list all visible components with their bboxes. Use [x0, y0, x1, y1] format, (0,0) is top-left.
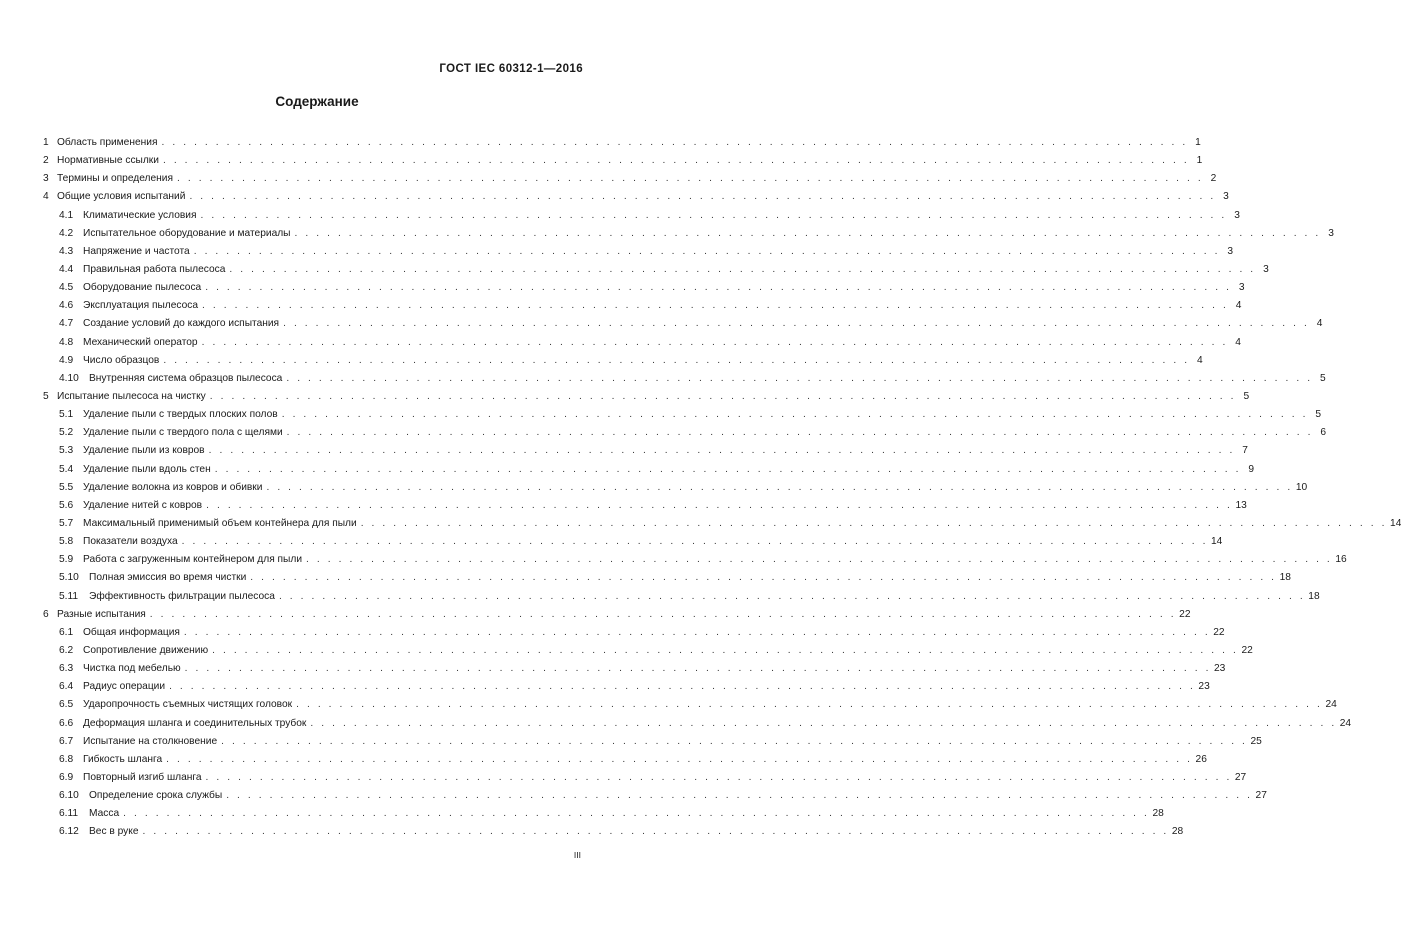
toc-entry[interactable]	[43, 515, 1401, 533]
toc-entry-number: 5	[43, 390, 49, 402]
toc-entry-title: Напряжение и частота	[83, 245, 190, 257]
toc-entry-number: 1	[43, 137, 49, 148]
toc-entry-title: Гибкость шланга	[83, 753, 163, 765]
document-code: ГОСТ IEC 60312-1—2016	[439, 63, 583, 75]
dot-leader	[202, 297, 1228, 315]
toc-entry-page: 1	[1196, 155, 1203, 167]
dot-leader	[169, 678, 1195, 696]
toc-entry-title: Внутренняя система образцов пылесоса	[89, 372, 283, 384]
dot-leader	[210, 388, 1236, 406]
toc-entry[interactable]	[43, 352, 1203, 370]
toc-entry[interactable]	[43, 406, 1322, 424]
toc-entry-title: Радиус операции	[83, 681, 166, 693]
toc-entry-page: 9	[1248, 463, 1255, 475]
toc-entry-page: 5	[1315, 409, 1322, 421]
toc-entry[interactable]	[43, 823, 1184, 841]
dot-leader	[205, 279, 1231, 297]
toc-entry-number: 3	[43, 173, 49, 185]
toc-entry-number: 5.9	[59, 554, 74, 566]
toc-entry-page: 14	[1390, 517, 1401, 529]
toc-entry-title: Полная эмиссия во время чистки	[89, 572, 247, 584]
toc-entry[interactable]	[43, 696, 1337, 714]
toc-entry-page: 27	[1255, 790, 1267, 802]
toc-entry-page: 18	[1308, 590, 1320, 602]
toc-entry-page: 4	[1197, 354, 1203, 366]
toc-entry-page: 26	[1195, 753, 1207, 765]
toc-entry-number: 6.12	[59, 826, 79, 838]
toc-entry[interactable]	[43, 678, 1210, 696]
dot-leader	[184, 624, 1210, 642]
toc-entry-title: Работа с загруженным контейнером для пыли	[83, 554, 303, 566]
toc-entry-title: Правильная работа пылесоса	[83, 263, 226, 275]
toc-entry-page: 10	[1295, 481, 1308, 493]
dot-leader	[287, 424, 1313, 442]
toc-entry[interactable]	[43, 588, 1320, 606]
toc-entry-page: 3	[1328, 227, 1334, 239]
toc-entry[interactable]	[43, 805, 1164, 823]
dot-leader	[202, 334, 1228, 352]
toc-entry-page: 22	[1241, 644, 1253, 656]
toc-entry-page: 23	[1198, 681, 1210, 693]
toc-entry[interactable]	[43, 261, 1269, 279]
toc-entry-number: 6.4	[59, 681, 74, 693]
toc-entry-title: Максимальный применимый объем контейнера для пыли	[83, 517, 357, 529]
toc-entry-page: 22	[1179, 608, 1191, 620]
toc-entry[interactable]	[43, 334, 1241, 352]
toc-entry-page: 22	[1213, 626, 1225, 638]
toc-entry-title: Удаление нитей с ковров	[83, 499, 203, 511]
toc-entry[interactable]	[43, 188, 1229, 206]
toc-entry-number: 6.5	[59, 699, 74, 711]
toc-entry-number: 2	[43, 155, 49, 167]
toc-entry[interactable]	[43, 533, 1223, 551]
toc-entry[interactable]	[43, 279, 1245, 297]
toc-entry[interactable]	[43, 551, 1347, 569]
dot-leader	[212, 642, 1238, 660]
dot-leader	[279, 588, 1305, 606]
dot-leader	[250, 569, 1276, 587]
toc-entry[interactable]	[43, 442, 1248, 460]
toc-entry-number: 6.9	[59, 771, 74, 783]
toc-entry[interactable]	[43, 715, 1352, 733]
toc-entry-title: Термины и определения	[57, 173, 173, 185]
toc-entry-number: 6.2	[59, 644, 74, 656]
toc-entry[interactable]	[43, 497, 1247, 515]
toc-entry[interactable]	[43, 370, 1326, 388]
dot-leader	[310, 715, 1336, 733]
dot-leader	[143, 823, 1169, 841]
toc-entry-title: Эффективность фильтрации пылесоса	[89, 590, 275, 602]
toc-entry[interactable]	[43, 787, 1267, 805]
toc-entry-title: Определение срока службы	[89, 790, 223, 802]
toc-entry-title: Эксплуатация пылесоса	[83, 300, 199, 312]
toc-entry-title: Испытание пылесоса на чистку	[57, 390, 206, 402]
dot-leader	[150, 606, 1176, 624]
toc-entry-title: Общие условия испытаний	[57, 191, 186, 203]
toc-entry-title: Удаление пыли из ковров	[83, 445, 205, 457]
toc-entry-number: 4.4	[59, 263, 74, 275]
toc-entry-page: 3	[1238, 282, 1245, 294]
dot-leader	[182, 533, 1208, 551]
toc-entry[interactable]	[43, 243, 1234, 261]
toc-entry-page: 3	[1227, 245, 1234, 257]
toc-entry-page: 25	[1250, 735, 1262, 747]
toc-entry-number: 6.7	[59, 735, 74, 747]
toc-entry-title: Ударопрочность съемных чистящих головок	[83, 699, 293, 711]
toc-entry[interactable]	[43, 388, 1250, 406]
toc-entry-title: Область применения	[57, 137, 158, 148]
toc-entry-title: Вес в руке	[89, 826, 139, 838]
toc-entry[interactable]	[43, 733, 1262, 751]
toc-entry-page: 24	[1325, 699, 1337, 711]
toc-entry-title: Деформация шланга и соединительных трубок	[83, 717, 307, 729]
toc-entry-number: 4.1	[59, 209, 74, 221]
toc-entry[interactable]	[43, 479, 1308, 497]
toc-entry[interactable]	[43, 134, 1201, 152]
toc-entry[interactable]	[43, 624, 1225, 642]
dot-leader	[206, 497, 1232, 515]
toc-entry[interactable]	[43, 152, 1203, 170]
toc-entry-title: Чистка под мебелью	[83, 663, 181, 675]
toc-entry-page: 3	[1223, 191, 1229, 203]
toc-entry-title: Оборудование пылесоса	[83, 282, 202, 294]
toc-entry-number: 6.3	[59, 663, 74, 675]
dot-leader	[283, 315, 1309, 333]
toc-entry[interactable]	[43, 606, 1191, 624]
toc-entry-number: 5.6	[59, 499, 74, 511]
toc-entry-title: Механический оператор	[83, 336, 198, 348]
toc-entry-number: 5.7	[59, 517, 74, 529]
dot-leader	[295, 225, 1321, 243]
toc-entry-page: 16	[1335, 554, 1347, 566]
dot-leader	[177, 170, 1203, 188]
toc-entry[interactable]	[43, 207, 1240, 225]
toc-entry-title: Удаление пыли с твердого пола с щелями	[83, 427, 283, 439]
toc-entry-number: 4.2	[59, 227, 74, 239]
toc-entry-page: 3	[1263, 263, 1269, 275]
toc-entry[interactable]	[43, 569, 1291, 587]
dot-leader	[221, 733, 1247, 751]
toc-entry-title: Создание условий до каждого испытания	[83, 318, 280, 330]
toc-entry-number: 5.10	[59, 572, 79, 584]
toc-entry-page: 7	[1242, 445, 1248, 457]
toc-entry[interactable]	[43, 424, 1327, 442]
toc-entry-page: 24	[1339, 717, 1352, 729]
toc-entry[interactable]	[43, 769, 1247, 787]
table-of-contents	[43, 134, 1401, 841]
toc-entry-number: 4.7	[59, 318, 74, 330]
dot-leader	[163, 152, 1189, 170]
toc-title: Содержание	[275, 94, 359, 109]
dot-leader	[166, 751, 1192, 769]
toc-entry-number: 5.11	[59, 590, 79, 602]
toc-entry-number: 4	[43, 191, 49, 203]
toc-entry-number: 5.3	[59, 445, 74, 457]
toc-entry[interactable]	[43, 642, 1253, 660]
toc-entry-title: Показатели воздуха	[83, 536, 178, 548]
toc-entry-page: 2	[1210, 173, 1217, 185]
dot-leader	[296, 696, 1322, 714]
toc-entry-title: Повторный изгиб шланга	[83, 771, 202, 783]
toc-entry-title: Испытание на столкновение	[83, 735, 218, 747]
toc-entry-page: 5	[1320, 372, 1326, 384]
toc-entry-number: 6	[43, 608, 49, 620]
toc-entry-title: Удаление волокна из ковров и обивки	[83, 481, 263, 493]
toc-entry[interactable]	[43, 751, 1207, 769]
toc-entry-number: 6.8	[59, 753, 74, 765]
toc-entry-title: Удаление пыли с твердых плоских полов	[83, 409, 278, 421]
toc-entry-page: 4	[1235, 300, 1242, 312]
toc-entry-title: Климатические условия	[83, 209, 197, 221]
dot-leader	[229, 261, 1255, 279]
dot-leader	[282, 406, 1308, 424]
toc-entry-title: Нормативные ссылки	[57, 155, 159, 167]
dot-leader	[226, 787, 1252, 805]
toc-entry-number: 5.8	[59, 536, 74, 548]
dot-leader	[189, 188, 1215, 206]
toc-entry[interactable]	[43, 297, 1242, 315]
toc-entry-page: 6	[1320, 427, 1327, 439]
dot-leader	[161, 134, 1187, 152]
toc-entry-page: 14	[1211, 536, 1223, 548]
toc-entry-number: 4.3	[59, 245, 74, 257]
toc-entry-title: Испытательное оборудование и материалы	[83, 227, 291, 239]
toc-entry-page: 13	[1235, 499, 1247, 511]
toc-entry-number: 4.8	[59, 336, 74, 348]
toc-entry-page: 1	[1195, 137, 1201, 148]
dot-leader	[266, 479, 1292, 497]
toc-entry-title: Сопротивление движению	[83, 644, 209, 656]
toc-entry-page: 3	[1234, 209, 1240, 221]
dot-leader	[206, 769, 1232, 787]
page-number: III	[573, 850, 581, 860]
toc-entry[interactable]	[43, 225, 1334, 243]
toc-entry[interactable]	[43, 315, 1323, 333]
toc-entry-number: 5.1	[59, 409, 74, 421]
toc-entry[interactable]	[43, 170, 1217, 188]
toc-entry-number: 6.6	[59, 717, 74, 729]
toc-entry-page: 4	[1235, 336, 1241, 348]
dot-leader	[185, 660, 1211, 678]
toc-entry-title: Удаление пыли вдоль стен	[83, 463, 211, 475]
dot-leader	[209, 442, 1235, 460]
toc-entry-number: 4.6	[59, 300, 74, 312]
toc-entry-number: 4.5	[59, 282, 74, 294]
toc-entry-number: 6.10	[59, 790, 79, 802]
toc-entry-number: 4.10	[59, 372, 79, 384]
toc-entry-page: 27	[1234, 771, 1247, 783]
toc-entry-number: 6.11	[59, 808, 79, 820]
toc-entry-title: Разные испытания	[57, 608, 146, 620]
toc-entry-number: 5.5	[59, 481, 74, 493]
dot-leader	[306, 551, 1332, 569]
toc-entry-page: 28	[1152, 808, 1164, 820]
toc-entry-page: 23	[1214, 663, 1226, 675]
toc-entry-page: 4	[1316, 318, 1323, 330]
toc-entry-number: 5.2	[59, 427, 74, 439]
toc-entry-page: 28	[1171, 826, 1184, 838]
dot-leader	[194, 243, 1220, 261]
dot-leader	[123, 805, 1149, 823]
dot-leader	[286, 370, 1312, 388]
dot-leader	[361, 515, 1387, 533]
toc-entry-number: 4.9	[59, 354, 74, 366]
dot-leader	[215, 461, 1241, 479]
toc-entry-page: 18	[1279, 572, 1291, 584]
dot-leader	[163, 352, 1189, 370]
toc-entry-number: 6.1	[59, 626, 74, 638]
toc-entry-title: Число образцов	[83, 354, 160, 366]
toc-entry[interactable]	[43, 461, 1255, 479]
toc-entry-title: Общая информация	[83, 626, 180, 638]
toc-entry-number: 5.4	[59, 463, 74, 475]
toc-entry-title: Масса	[89, 808, 120, 820]
dot-leader	[201, 207, 1227, 225]
toc-entry[interactable]	[43, 660, 1226, 678]
toc-entry-page: 5	[1243, 390, 1250, 402]
